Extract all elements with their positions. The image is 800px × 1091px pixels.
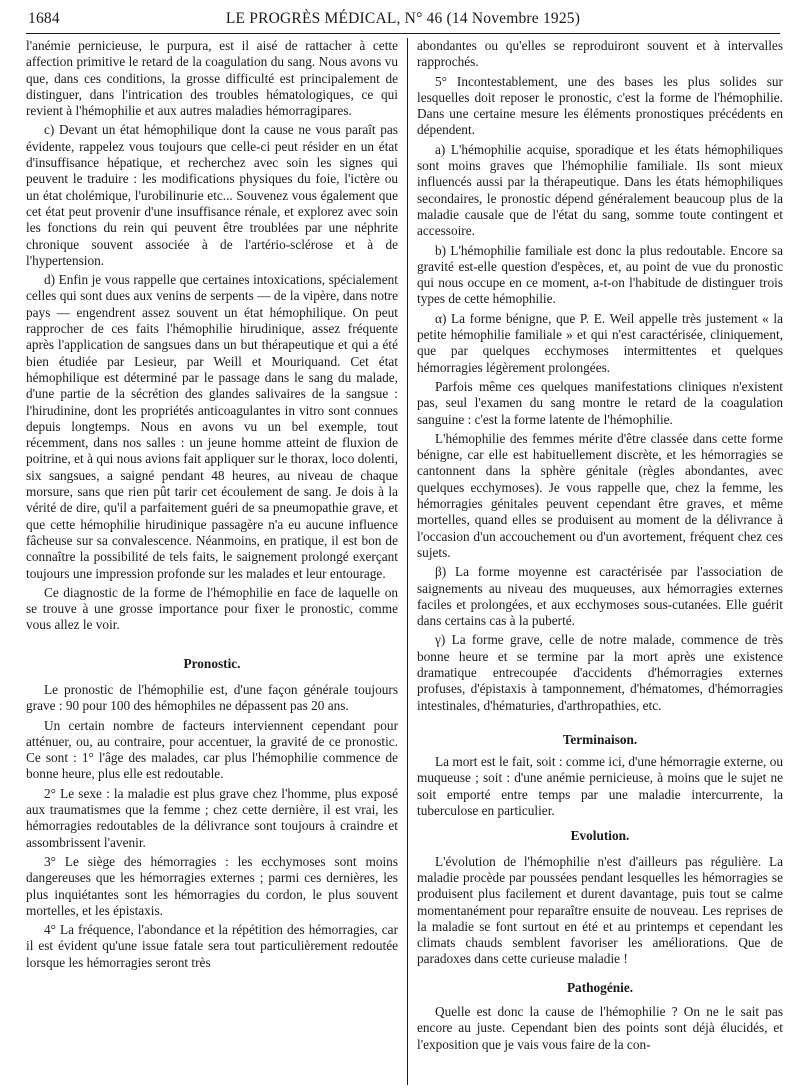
paragraph: l'anémie pernicieuse, le purpura, est il aisé de rattacher à cette affection primitive le retard de la coagulation du sang. Nous avons vu que, dans ces conditions, la grosse difficulté est principalement de distinguer, dans l'intrication des troubles hématologiques, ce qui revient à l'hémophilie et aux autres maladies hémorragipares.	[26, 38, 398, 119]
paragraph: L'évolution de l'hémophilie n'est d'ailleurs pas régulière. La maladie procède par poussées pendant lesquelles les hémorragies se produisent plus facilement et durent davantage, puis tout se calme momentanément pour reparaître ensuite de nouveau. Les reprises de la maladie se font surtout en été et au printemps et cependant les climats chauds semblent favoriser les améliorations. Que de paradoxes dans cette curieuse maladie !	[417, 853, 783, 967]
paragraph: Ce diagnostic de la forme de l'hémophilie en face de laquelle on se trouve à une grosse importance pour fixer le pronostic, comme vous allez le voir.	[26, 584, 398, 633]
paragraph: 4° La fréquence, l'abondance et la répétition des hémorragies, car il est évident qu'une issue fatale sera tout particulièrement redoutée lorsque les hémorragies seront très	[26, 922, 398, 970]
page-header	[28, 8, 778, 30]
header-rule	[26, 33, 780, 34]
section-heading-pronostic: Pronostic.	[183, 655, 241, 671]
paragraph: b) L'hémophilie familiale est donc la plus redoutable. Encore sa gravité est-elle question d'espèces, et, au point de vue du pronostic qui nous occupe en ce moment, a-t-on l'habitude de distinguer trois types de cette hémophilie.	[417, 242, 783, 307]
paragraph: abondantes ou qu'elles se reproduiront souvent et à intervalles rapprochés.	[417, 38, 783, 70]
column-divider	[407, 38, 408, 1085]
paragraph: 2° Le sexe : la maladie est plus grave chez l'homme, plus exposé aux traumatismes que la femme ; chez cette dernière, il est vrai, les hémorragies redoutables de la délivrance sont toujours à craindre et assombrissent l'avenir.	[26, 785, 398, 850]
paragraph: Parfois même ces quelques manifestations cliniques n'existent pas, seul l'examen du sang montre le retard de la coagulation sanguine : c'est la forme latente de l'hémophilie.	[417, 378, 783, 427]
paragraph: c) Devant un état hémophilique dont la cause ne vous paraît pas évidente, rappelez vous toujours que celle-ci peut résider en un état d'insuffisance hépatique, et recherchez avec soin les signes qui peuvent le traduire : les modifications physiques du foie, l'ictère ou un état cholémique, l'urobilinurie etc... Souvenez vous également que cet état peut provenir d'une insuffisance rénale, et explorez avec soin les fonctions du rein qui peuvent être troublées par une néphrite chronique souvent associée à de l'artério-sclérose et à de l'hypertension.	[26, 122, 398, 268]
paragraph: 5° Incontestablement, une des bases les plus solides sur lesquelles doit reposer le pronostic, c'est la forme de l'hémophilie. Dans une certaine mesure les éléments pronostiques précédents en dépendent.	[417, 73, 783, 138]
paragraph: β) La forme moyenne est caractérisée par l'association de saignements au niveau des muqueuses, aux hémorragies externes faciles et prolongées, et aux ecchymoses sous-cutanées. Elle guérit dans certains cas à la puberté.	[417, 564, 783, 629]
paragraph: Quelle est donc la cause de l'hémophilie ? On ne le sait pas encore au juste. Cependant bien des points sont déjà élucidés, et l'exposition que je vais vous faire de la con-	[417, 1004, 783, 1052]
right-column	[417, 38, 783, 1053]
section-heading-pathogenie: Pathogénie.	[566, 979, 634, 995]
paragraph: Un certain nombre de facteurs interviennent cependant pour atténuer, ou, au contraire, pour accentuer, la gravité de ce pronostic. Ce sont : 1° l'âge des malades, car plus l'hémophilie commence de bonne heure, plus elle est redoutable.	[26, 717, 398, 782]
paragraph: γ) La forme grave, celle de notre malade, commence de très bonne heure et se termine par la mort après une existence dramatique entrecoupée d'accidents d'hémorragies externes profuses, d'épistaxis à tamponnement, d'hématomes, d'hémorragies intestinales, d'hématuries, d'arthropathies, etc.	[417, 632, 783, 713]
section-heading-terminaison: Terminaison.	[562, 731, 638, 747]
paragraph: Le pronostic de l'hémophilie est, d'une façon générale toujours grave : 90 pour 100 des hémophiles ne dépassent pas 20 ans.	[26, 681, 398, 714]
paragraph: La mort est le fait, soit : comme ici, d'une hémorragie externe, ou muqueuse ; soit : d'une anémie pernicieuse, à moins que le sujet ne soit emporté entre temps par une maladie intercurrente, la tuberculose en particulier.	[417, 754, 783, 819]
paragraph: a) L'hémophilie acquise, sporadique et les états hémophiliques sont moins graves que l'hémophilie familiale. Ils sont mieux influencés aussi par la thérapeutique. Dans les états hémophiliques secondaires, le pronostic dépend généralement beaucoup plus de la maladie causale que de l'état du sang, somme toute contingent et accessoire.	[417, 141, 783, 239]
paragraph: 3° Le siège des hémorragies : les ecchymoses sont moins dangereuses que les hémorragies externes ; parmi ces dernières, les plus inquiétantes sont les hémorragies du cordon, le plus souvent mortelles, et les épistaxis.	[26, 853, 398, 918]
paragraph: L'hémophilie des femmes mérite d'être classée dans cette forme bénigne, car elle est habituellement discrète, et les hémorragies se cantonnent dans la sphère génitale (règles abondantes, avec quelques ecchymoses). Je vous rappelle que, chez la femme, les hémorragies génitales peuvent cependant être graves, et même mortelles, quand elles se produisent au moment de la délivrance à l'occasion d'un accouchement ou d'un avortement, fréquent chez ces sujets.	[417, 430, 783, 560]
paragraph: d) Enfin je vous rappelle que certaines intoxications, spécialement celles qui sont dues aux venins de serpents — de la vipère, dans notre pays — engendrent assez souvent un état hémophilique. On peut rapprocher de ces faits l'hémophilie hirudinique, assez fréquente après l'application de sangsues dans un but thérapeutique et qui a été bien étudiée par Lesieur, par Weill et Mouriquand. Cet état hémophilique est déterminé par le passage dans le sang du malade, d'une partie de la sécrétion des glandes salivaires de la sangsue : l'hirudinine, dont les propriétés anticoagulantes in vitro sont connues depuis longtemps. Nous en avons vu un bel exemple, tout récemment, dans nos salles : un jeune homme atteint de fluxion de poitrine, et à qui nous avions fait appliquer sur le thorax, loco dolenti, six sangsues, a saigné pendant 48 heures, au niveau de chaque morsure, sans que rien pût tarir cet écoulement de sang. Je dois à la vérité de dire, qu'il a parfaitement guéri de sa pneumopathie grave, et que cette hémophilie hirudinique passagère n'a eu aucune influence fâcheuse sur sa convalescence. Néanmoins, en pratique, il est bon de connaître la possibilité de tels faits, le saignement prolongé exerçant toujours une impression profonde sur les malades et leur entourage.	[26, 272, 398, 581]
section-heading-evolution: Evolution.	[570, 828, 630, 844]
page-number: 1684	[28, 10, 60, 27]
journal-title: LE PROGRÈS MÉDICAL, N° 46 (14 Novembre 1925)	[225, 10, 581, 27]
left-column	[26, 38, 398, 971]
paragraph: α) La forme bénigne, que P. E. Weil appelle très justement « la petite hémophilie familiale » et qui n'est caractérisée, cliniquement, que par quelques ecchymoses intermittentes et quelques hémorragies légèrement prolongées.	[417, 310, 783, 375]
